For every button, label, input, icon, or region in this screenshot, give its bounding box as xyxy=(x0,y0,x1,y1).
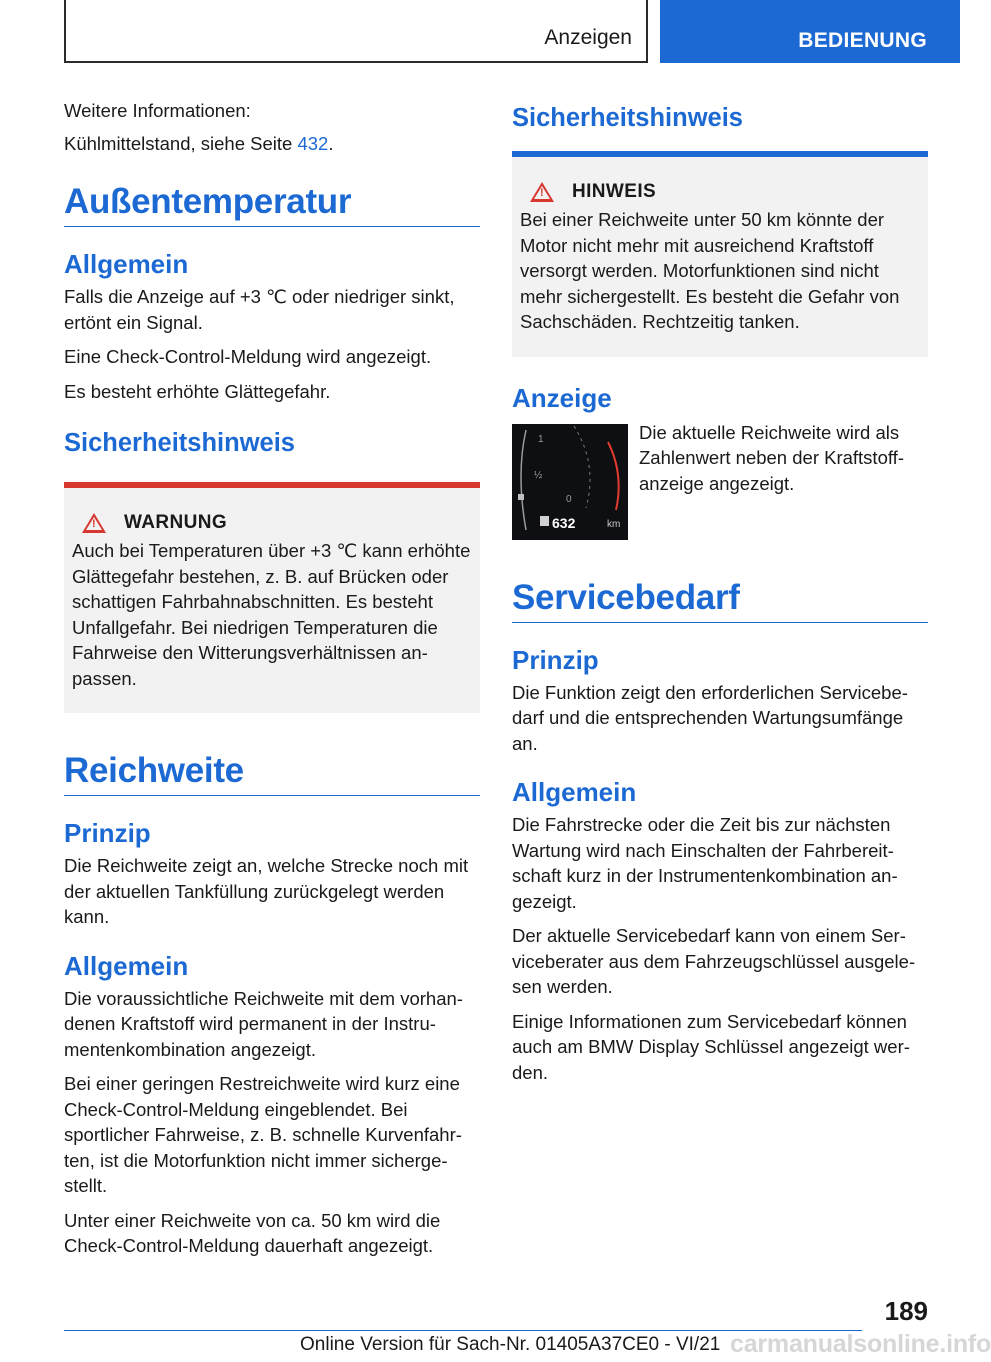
warning-triangle-icon xyxy=(530,182,554,202)
reichweite-paragraph-3: Unter einer Reichweite von ca. 50 km wird die Check-Control-Meldung dauerhaft angezeigt. xyxy=(64,1209,441,1256)
heading-allgemein-service: Allgemein xyxy=(512,777,637,807)
aussen-paragraph-1: Falls die Anzeige auf +3 ℃ oder niedriger sinkt, ertönt ein Signal. xyxy=(64,286,455,333)
header-section-tab xyxy=(64,0,648,63)
heading-prinzip-service: Prinzip xyxy=(512,644,599,675)
service-paragraph-1: Die Fahrstrecke oder die Zeit bis zur nächsten Wartung wird nach Einschalten der Fahrbereitschaft kurz in der Instrumentenkombination angezeigt. xyxy=(512,814,898,912)
heading-prinzip-reichweite: Prinzip xyxy=(64,818,151,848)
heading-allgemein-reichweite: Allgemein xyxy=(64,950,189,981)
warning-box xyxy=(64,482,480,713)
heading-reichweite: Reichweite xyxy=(64,751,480,796)
heading-anzeige: Anzeige xyxy=(512,382,612,413)
hint-box xyxy=(512,151,928,357)
heading-sicherheitshinweis-reichweite: Sicherheitshinweis xyxy=(512,104,743,132)
header-chapter-label: BEDIENUNG xyxy=(798,29,927,52)
page-link-432[interactable]: 432 xyxy=(297,132,329,154)
heading-servicebedarf: Servicebedarf xyxy=(512,578,928,623)
page-number: 189 xyxy=(884,1296,928,1326)
watermark-text: carmanualsonline.info xyxy=(730,1330,991,1358)
service-paragraph-2: Der aktuelle Servicebedarf kann von einem Serviceberater aus dem Fahrzeugschlüssel ausgelesen werden. xyxy=(512,925,916,997)
range-unit: km xyxy=(607,518,621,530)
warning-text: Auch bei Temperaturen über +3 ℃ kann erhöhte Glättegefahr bestehen, z. B. auf Brücken oder schattigen Fahrbahnabschnitten. Es besteht Unfallgefahr. Bei niedrigen Temperaturen die Fahrweise den Witterungsverhältnissen anpassen. xyxy=(72,540,471,689)
heading-sicherheitshinweis-aussen: Sicherheitshinweis xyxy=(64,429,295,457)
intro-line-2: Kühlmittelstand, siehe Seite 432. xyxy=(64,132,334,154)
warning-label: WARNUNG xyxy=(124,512,228,533)
range-value: 632 xyxy=(552,514,576,531)
left-column xyxy=(64,98,480,1268)
warning-triangle-icon xyxy=(82,513,106,533)
heading-aussentemperatur: Außentemperatur xyxy=(64,182,480,227)
anzeige-text: Die aktuelle Reichweite wird als Zahlenwert neben der Kraftstoffanzeige angezeigt. xyxy=(639,421,904,494)
reichweite-prinzip-text: Die Reichweite zeigt an, welche Strecke noch mit der aktuellen Tankfüllung zurückgelegt werden kann. xyxy=(64,855,469,927)
aussen-paragraph-2: Eine Check-Control-Meldung wird angezeigt. xyxy=(64,346,432,367)
anzeige-row xyxy=(512,421,928,540)
fuel-tick-empty: 0 xyxy=(566,493,572,505)
header-section-label: Anzeigen xyxy=(544,26,632,49)
service-prinzip-text: Die Funktion zeigt den erforderlichen Servicebedarf und die entsprechenden Wartungsumfänge an. xyxy=(512,681,908,754)
fuel-tick-half: ½ xyxy=(534,469,543,481)
header-chapter-tab xyxy=(660,0,960,63)
right-column xyxy=(512,98,928,1094)
intro-line-1: Weitere Informationen: xyxy=(64,100,251,121)
hint-label: HINWEIS xyxy=(572,181,657,202)
heading-allgemein-aussen: Allgemein xyxy=(64,249,189,279)
hint-text: Bei einer Reichweite unter 50 km könnte der Motor nicht mehr mit ausreichend Kraftstoff versorgt werden. Motorfunktionen sind nicht mehr sichergestellt. Es besteht die Gefahr von Sachschäden. Rechtzeitig tanken. xyxy=(520,209,900,332)
service-paragraph-3: Einige Informationen zum Servicebedarf können auch am BMW Display Schlüssel angezeigt werden. xyxy=(512,1010,910,1083)
instrument-cluster-image xyxy=(512,424,628,540)
aussen-paragraph-3: Es besteht erhöhte Glättegefahr. xyxy=(64,380,331,402)
reichweite-paragraph-2: Bei einer geringen Restreichweite wird kurz eine Check-Control-Meldung eingeblendet. Bei sportlicher Fahrweise, z. B. schnelle Kurvenfahrten, ist die Motorfunktion nicht immer sichergestellt. xyxy=(64,1073,462,1196)
fuel-tick-full: 1 xyxy=(538,433,544,445)
footer-version-text: Online Version für Sach-Nr. 01405A37CE0 - VI/21 xyxy=(300,1334,721,1355)
reichweite-paragraph-1: Die voraussichtliche Reichweite mit dem vorhandenen Kraftstoff wird permanent in der Instrumentenkombination angezeigt. xyxy=(64,987,463,1060)
